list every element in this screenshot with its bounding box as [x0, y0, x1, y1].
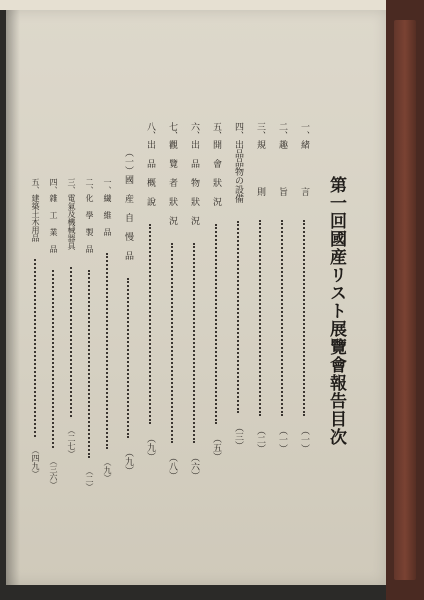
leader-dots — [34, 259, 36, 437]
toc-subentry-page: （三六） — [49, 457, 58, 489]
toc-subentry-page: （九） — [103, 458, 112, 482]
toc-subentry-label: 三、電氣及機械器具 — [67, 178, 76, 250]
toc-entry — [210, 122, 223, 484]
leader-dots — [127, 278, 129, 438]
toc-entry-label: 四、出品品物の設備 — [233, 122, 243, 203]
leader-dots — [149, 224, 151, 424]
toc-entry-label2: 旨 — [277, 187, 287, 196]
toc-subentry — [66, 178, 77, 484]
toc-entry-label: 一、緒 — [299, 122, 309, 149]
leader-dots — [303, 220, 305, 416]
leader-dots — [215, 224, 217, 424]
leader-dots — [52, 270, 54, 448]
leader-dots — [237, 221, 239, 413]
toc-section-page: （九） — [123, 448, 133, 475]
toc-entry-label: 七、觀 覽 者 狀 況 — [167, 122, 177, 225]
leader-dots — [259, 220, 261, 416]
toc-subentry-label: 五、建築土木用品 — [31, 178, 40, 242]
toc-subentry — [48, 178, 59, 489]
toc-entry — [298, 122, 311, 484]
leader-dots — [193, 243, 195, 443]
toc-entry-label: 八、出 品 概 說 — [145, 122, 155, 206]
top-strip — [0, 0, 424, 10]
toc-entry-page: （三） — [233, 423, 243, 450]
toc-entry-label: 三、規 — [255, 122, 265, 149]
toc-entry — [254, 122, 267, 484]
toc-entry — [144, 122, 157, 484]
toc-subentry-page: （二七） — [67, 426, 76, 458]
toc-entry — [166, 122, 179, 484]
toc-entry — [232, 122, 245, 484]
toc-entry-label2: 言 — [299, 187, 309, 196]
leader-dots — [171, 243, 173, 443]
toc-entry — [276, 122, 289, 484]
leader-dots — [88, 270, 90, 458]
toc-subentry — [102, 178, 113, 484]
toc-subentry — [30, 178, 41, 484]
toc-section — [122, 148, 135, 484]
toc-entry-label2: 則 — [255, 187, 265, 196]
toc-entry-page: （九） — [145, 434, 155, 461]
toc-entry-page: （五） — [211, 434, 221, 461]
leader-dots — [281, 220, 283, 416]
toc-entry — [188, 122, 201, 484]
leader-dots — [70, 267, 72, 417]
toc-section-label: （一）國 産 自 慢 品 — [123, 148, 133, 260]
toc-subentry-page: （四九） — [31, 446, 40, 478]
leader-dots — [106, 253, 108, 449]
toc-entry-label: 六、出 品 物 狀 況 — [189, 122, 199, 225]
toc-subentry-page: （二） — [85, 467, 94, 491]
toc-entry-page: （八） — [167, 453, 177, 480]
page-title: 第一回國産リスト展覽會報告目次 — [326, 176, 346, 446]
toc-entry-page: （一） — [299, 426, 309, 453]
toc-entry-page: （一） — [277, 426, 287, 453]
toc-subentry-label: 四、雜 工 業 品 — [49, 178, 58, 253]
book-page — [6, 10, 386, 585]
book-cover-sheen — [394, 20, 416, 580]
toc-subentry-label: 二、化 學 製 品 — [85, 178, 94, 253]
toc-entry-label: 二、趣 — [277, 122, 287, 149]
toc-entry-page: （二） — [255, 426, 265, 453]
toc-subentry — [84, 178, 95, 491]
page-gutter-shadow — [6, 10, 20, 585]
toc-entry-label: 五、開 會 狀 況 — [211, 122, 221, 206]
toc-entry-page: （六） — [189, 453, 199, 480]
toc-subentry-label: 一、繊 維 品 — [103, 178, 112, 236]
